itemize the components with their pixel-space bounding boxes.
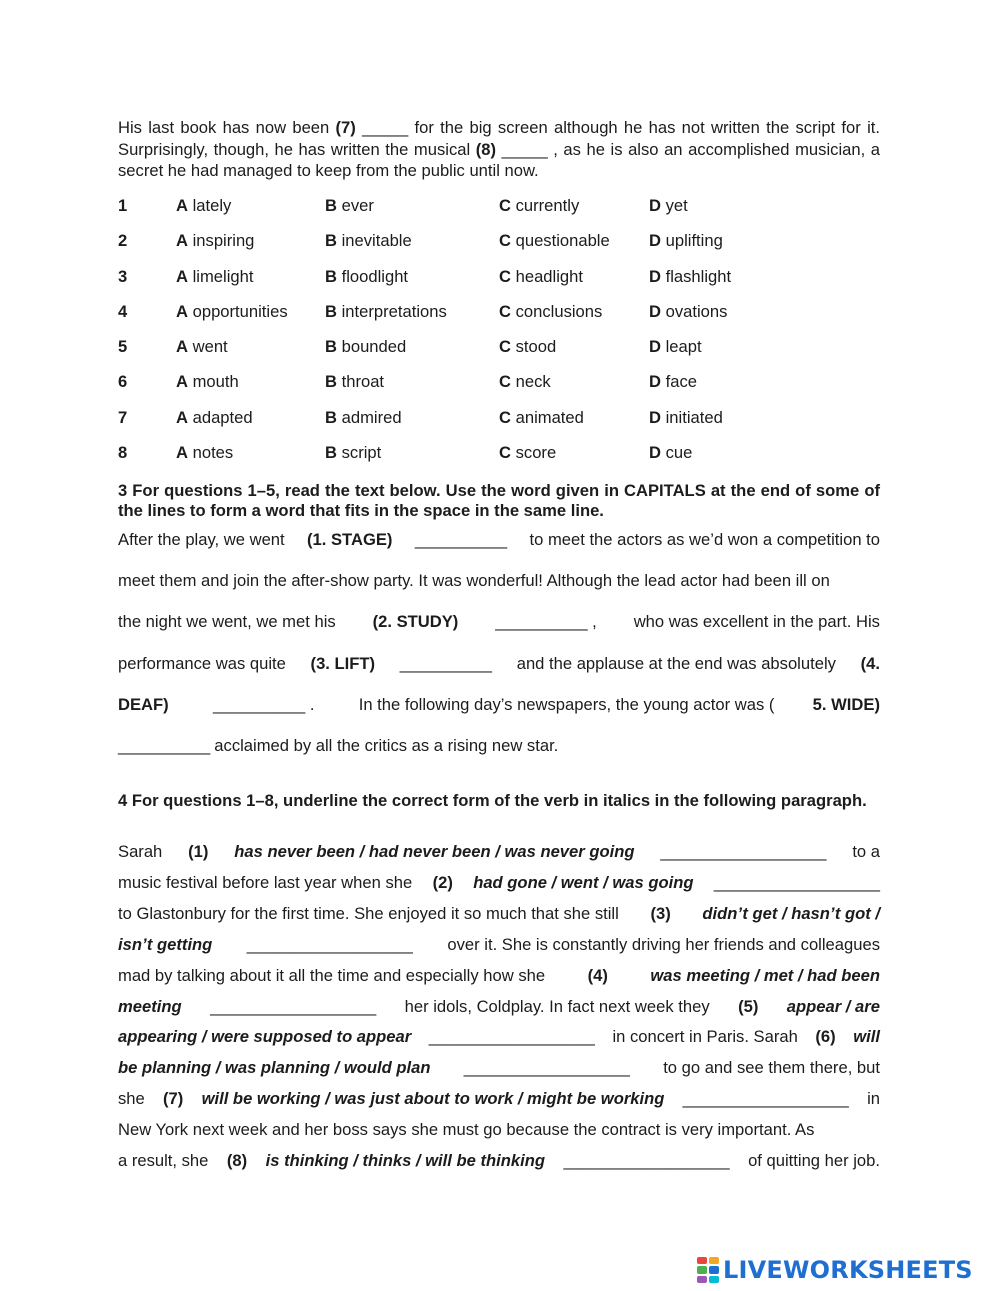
answer-blank[interactable]: __________________ [428,1027,595,1046]
question-number: 7 [118,407,128,427]
question-number: 1 [118,196,128,215]
option-a: A inspiring [176,231,255,251]
question-number: 4 [118,301,128,321]
intro-paragraph [118,117,880,182]
option-d: D ovations [649,301,728,321]
option-row [118,337,818,372]
verb-choices[interactable]: appearing / were supposed to appear [118,1027,412,1046]
option-b: B floodlight [325,266,409,286]
options-table [118,196,818,478]
section3-line: meet them and join the after-show party. It was wonderful! Although the lead actor had been ill on [118,571,830,590]
section4-line: isn’t getting __________________ over it. She is constantly driving her friends and colleagues [118,935,880,954]
option-d: D leapt [649,337,702,357]
option-c: C score [499,443,557,463]
option-c: C conclusions [499,301,603,321]
section3-line: __________ acclaimed by all the critics as a rising new star. [118,736,559,755]
option-b: B admired [325,407,402,427]
option-row [118,267,818,302]
section4-line: New York next week and her boss says she must go because the contract is very important. As [118,1120,815,1139]
verb-choices[interactable]: will be working / was just about to work / might be working [201,1089,665,1108]
option-a: A mouth [176,372,239,392]
gap-number: (4) [587,966,608,985]
section4-line: she (7) will be working / was just about to work / might be working __________________ in [118,1089,880,1108]
gap-number: (6) [815,1027,836,1046]
option-c: C currently [499,196,580,215]
gap-number: (8) [226,1151,248,1170]
answer-blank[interactable]: __________________ [713,873,880,892]
option-a: A limelight [176,266,254,286]
intro-text: _____ , as he is also an accomplished [496,139,790,159]
question-number: 8 [118,443,128,463]
logo-text: LIVEWORKSHEETS [723,1256,973,1284]
answer-blank[interactable]: __________ [414,530,508,549]
option-d: D initiated [649,407,723,427]
verb-choices[interactable]: was meeting / met / had been [650,966,880,985]
option-row [118,372,818,407]
keyword: (2. STUDY) [372,612,459,631]
option-b: B ever [325,196,374,215]
section4-line: be planning / was planning / would plan __________________ to go and see them there, but [118,1058,880,1077]
gap-number: (3) [650,904,671,923]
section4-line: appearing / were supposed to appear __________________ in concert in Paris. Sarah (6) will [118,1027,880,1046]
section4-line: music festival before last year when she (2) had gone / went / was going __________________ [118,873,880,892]
intro-text: _____ for the big screen although he has not written the script for [355,118,861,137]
question-number: 5 [118,337,128,357]
gap-number: (2) [432,873,453,892]
gap-number: (1) [188,842,209,861]
verb-choices[interactable]: meeting [118,997,182,1016]
option-c: C animated [499,407,584,427]
keyword: DEAF) [118,695,169,714]
answer-blank[interactable]: __________ . [212,695,315,714]
section3-line: After the play, we went (1. STAGE) __________ to meet the actors as we’d won a competition to [118,530,880,549]
option-a: A went [176,337,228,357]
section4-line: mad by talking about it all the time and especially how she (4) was meeting / met / had been [118,966,880,985]
section3-line: DEAF) __________ . In the following day’s newspapers, the young actor was ( 5. WIDE) [118,695,880,714]
option-b: B script [325,443,382,463]
option-a: A adapted [176,407,253,427]
liveworksheets-logo[interactable] [697,1255,973,1285]
intro-text: His last book has now been [118,118,336,137]
answer-blank[interactable]: __________________ [563,1151,730,1170]
answer-blank[interactable]: __________________ [210,997,377,1016]
answer-blank[interactable]: __________ [118,736,211,755]
intro-text: it. Surprisingly, though, he has written the musical [118,118,880,159]
verb-choices[interactable]: is thinking / thinks / will be thinking [265,1151,545,1170]
option-a: A lately [176,196,232,215]
section4-line: meeting __________________ her idols, Coldplay. In fact next week they (5) appear / are [118,997,880,1016]
option-c: C neck [499,372,551,392]
option-b: B throat [325,372,385,392]
keyword: (1. STAGE) [307,530,393,549]
question-number: 6 [118,372,128,392]
option-d: D yet [649,196,688,215]
question-number: 3 [118,266,128,286]
verb-choices[interactable]: appear / are [786,997,880,1016]
option-d: D cue [649,443,693,463]
verb-choices[interactable]: will [853,1027,880,1046]
intro-text: musician, a secret he had managed to keep from the public until now. [118,139,880,180]
option-a: A opportunities [176,301,288,321]
section4-line: to Glastonbury for the first time. She enjoyed it so much that she still (3) didn’t get / hasn’t got / [118,904,880,923]
option-row [118,196,818,231]
gap-number: (8) [475,139,497,159]
verb-choices[interactable]: had gone / went / was going [473,873,694,892]
section3-line: the night we went, we met his (2. STUDY) __________ , who was excellent in the part. His [118,612,880,631]
section4-line: Sarah (1) has never been / had never been / was never going __________________ to a [118,842,880,861]
answer-blank[interactable]: __________________ [660,842,827,861]
section4-line: a result, she (8) is thinking / thinks / will be thinking __________________ of quitting her job. [118,1151,880,1170]
answer-blank[interactable]: __________ , [495,612,597,631]
verb-choices[interactable]: be planning / was planning / would plan [118,1058,431,1077]
option-row [118,302,818,337]
verb-choices[interactable]: didn’t get / hasn’t got / [702,904,880,923]
option-b: B inevitable [325,231,412,251]
answer-blank[interactable]: __________________ [463,1058,630,1077]
option-d: D face [649,372,697,392]
section4-heading: 4 For questions 1–8, underline the correct form of the verb in italics in the following paragraph. [118,791,867,810]
option-c: C questionable [499,231,610,251]
verb-choices[interactable]: has never been / had never been / was never going [234,842,635,861]
option-a: A notes [176,443,234,463]
option-b: B bounded [325,337,407,357]
answer-blank[interactable]: __________ [399,654,493,673]
answer-blank[interactable]: __________________ [246,935,413,954]
option-row [118,408,818,443]
answer-blank[interactable]: __________________ [682,1089,849,1108]
gap-number: (7) [335,118,356,137]
question-number: 2 [118,231,128,251]
gap-number: (7) [163,1089,184,1108]
option-c: C headlight [499,266,583,286]
section3-heading: 3 For questions 1–5, read the text below. Use the word given in CAPITALS at the end of some of the lines to form a word that fits in the space in the same line. [118,481,880,520]
option-row [118,443,818,478]
logo-blocks-icon [697,1257,719,1283]
verb-choices[interactable]: isn’t getting [118,935,213,954]
keyword: (3. LIFT) [310,654,376,673]
option-d: D flashlight [649,266,732,286]
option-d: D uplifting [649,231,723,251]
option-b: B interpretations [325,301,447,321]
option-row [118,231,818,266]
keyword: 5. WIDE) [812,695,880,714]
option-c: C stood [499,337,557,357]
keyword: (4. [860,654,880,673]
section3-line: performance was quite (3. LIFT) __________ and the applause at the end was absolutely (4. [118,654,880,673]
gap-number: (5) [738,997,759,1016]
